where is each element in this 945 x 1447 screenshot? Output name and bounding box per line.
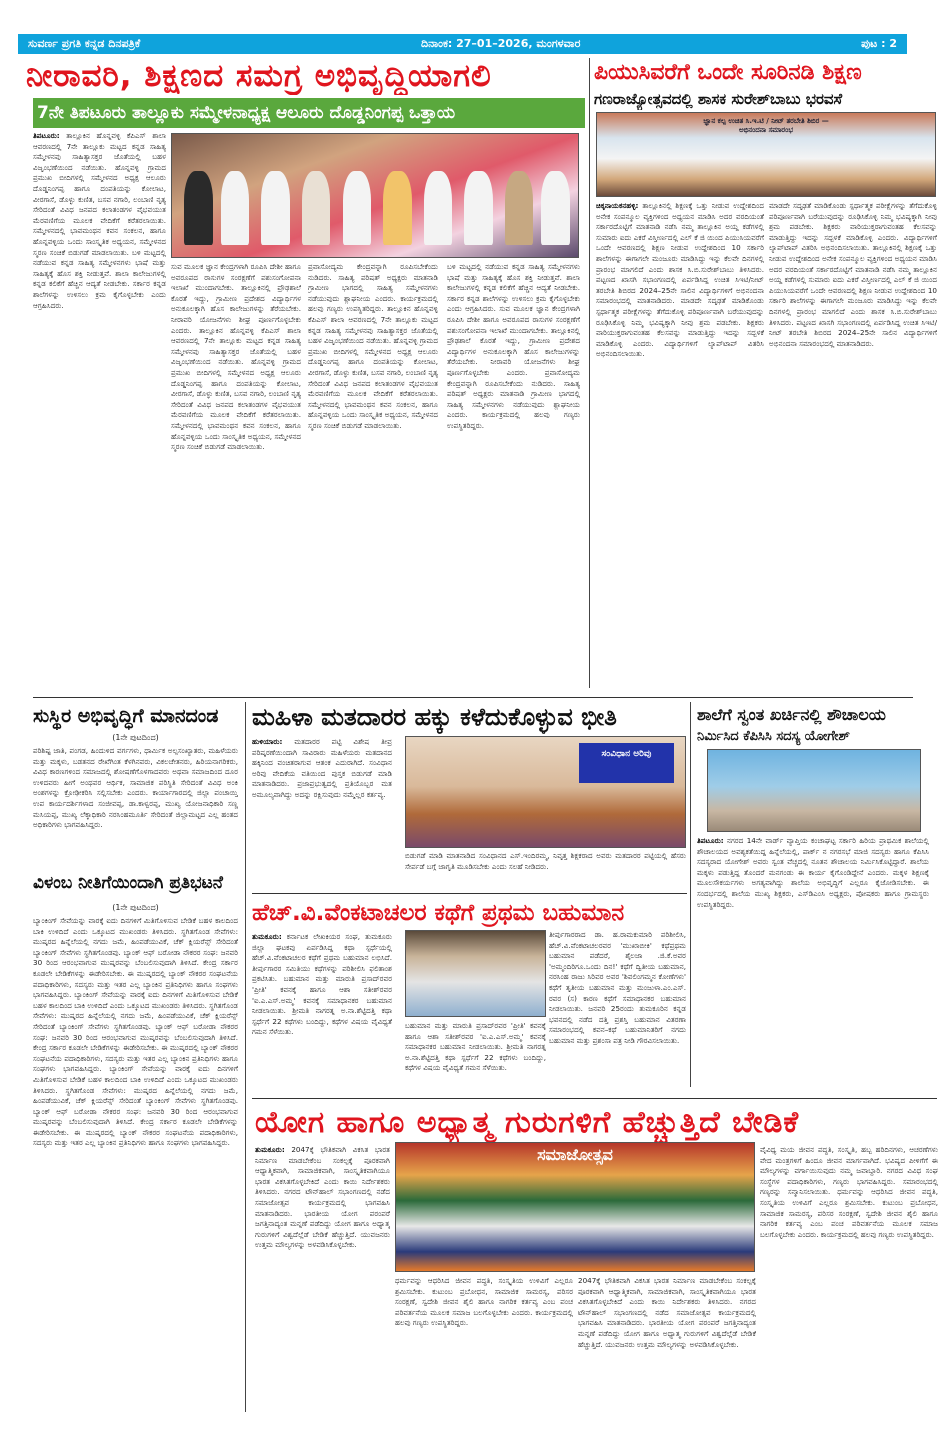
headline-standard: ಸುಸ್ಥಿರ ಅಭಿವೃದ್ಧಿಗೆ ಮಾನದಂಡ <box>33 705 219 727</box>
photo-banner-text: ಜ್ಞಾನ ಕಲ್ಪ ಉಚಿತ ಸಿ.ಇ.ಟಿ / ನೀಟ್ ತರಬೇತಿ ಶಿಬಿರ — ಅಭಿನಂದನಾ ಸಮಾರಂಭ <box>703 117 829 134</box>
article-award-col3: ತೀರ್ಪುಗಾರರಾದ ಡಾ. ಹ.ರಾಮಕುಮಾರಿ ಪರಿಶೀಲಿಸಿ, ಹೆಚ್.ವಿ.ವೆಂಕಟಾಚಲರವರ 'ಮುಖಾಬೀಕಿ' ಕಥೆಪ್ರಥಮ ಬಹುಮಾನ ಪಡೆದರೆ, ಶೈಲಜಾ .ಜಿ.ಕೆ.ಅವರ 'ಅಮ್ಮಂದಿರಿಗೂ.ಒಂದು ದಿನ!' ಕಥೆಗೆ ದ್ವಿತೀಯ ಬಹುಮಾನ, ನರಸಿಂಹ ರಾಜು ಸಿರಿವರ ಅವರ 'ಶಿವಲಿಂಗಮ್ಮನ ಕೋಣೆಗಳು' ಕಥೆಗೆ ತೃತೀಯ ಬಹುಮಾನ ಮತ್ತು ಮಂಜುಳಾ.ಎಂ.ಎಸ್. ರವರ (ಸ) ಕಾರಣ ಕಥೆಗೆ ಸಮಾಧಾನಕರ ಬಹುಮಾನ ನೀಡಲಾಯಿತು. ಜನವರಿ 25ರಂದು ತುಮಕೂರಿನ ಕನ್ನಡ ಭವನದಲ್ಲಿ ನಡೆದ ದತ್ತಿ ಪ್ರಶಸ್ತಿ ಬಹುಮಾನ ವಿತರಣಾ ಸಮಾರಂಭದಲ್ಲಿ ಕವನ–ಕಥೆ ಬಹುಮಾನಿತರಿಗೆ ನಗದು ಬಹುಮಾನ ಮತ್ತು ಪ್ರಶಂಸಾ ಪತ್ರ ನೀಡಿ ಗೌರವಿಸಲಾಯಿತು. <box>549 930 686 1045</box>
dateline: ತಿಪಟೂರು: <box>33 131 60 140</box>
article-puc-col2: ಮಾಡದೇ ಸದೃಢತೆ ಮಾಡಿಕೊಂಡು ಸ್ಪರ್ಧಾತ್ಮಕ ಪರೀಕ್ಷೆಗಳನ್ನು ತೆಗೆದುಕೊಳ್ಳಿ ಪರಿಪೂರ್ಣವಾಗಿ ಬರೆಯುವುದನ್ನು ರೂಢಿಸಿಕೊಳ್ಳಿ ನಿಮ್ಮ ಭವಿಷ್ಯಕ್ಕಾಗಿ ನೀವು ಶ್ರಮ ಪಡಬೇಕು. ಶಿಕ್ಷಕರು ವಾರಿಯುಕ್ತರಾಗುವಂತಹ ಕೆಲಸವನ್ನು ಮಾಡುತ್ತಿದ್ದು ಇದನ್ನು ಸದ್ಬಳಕೆ ಮಾಡಿಕೊಳ್ಳಿ ಎಂದರು. ವಿದ್ಯಾರ್ಥಿಗಳಿಗೆ ಲ್ಯಾಪ್‌ಟಾಪ್ ವಿತರಿಸಿ ಅಭಿನಂದಿಸಲಾಯಿತು. ತಾಲ್ಲೂಕಿನಲ್ಲಿ ಶಿಕ್ಷಣಕ್ಕೆ ಒತ್ತು ನೀಡುವ ಉದ್ದೇಶದಿಂದ ಅನೇಕ ಸಂಪನ್ಮೂಲ ವ್ಯಕ್ತಿಗಳಿಂದ ಅಧ್ಯಯನ ಮಾಡಿಸಿ ಅದರ ವರದಿಯಂತೆ ಸರ್ಕಾರದೊಟ್ಟಿಗೆ ಮಾತನಾಡಿ ನಡೆಸಿ ನಮ್ಮ ತಾಲ್ಲೂಕಿನ ಅಯ್ದ ಕಡೆಗಳಲ್ಲಿ ಸುಮಾರು ಐದು ಎಕರೆ ವಿಸ್ತೀರ್ಣದಲ್ಲಿ ಎಲ್ ಕೆ ಜಿ ಯಿಂದ ಪಿಯುಸಿಯವರೆಗೆ ಒಂದೇ ಆವರಣದಲ್ಲಿ ಶಿಕ್ಷಣ ನೀಡುವ ಉದ್ದೇಶದಿಂದ 10 ಸರ್ಕಾರಿ ಶಾಲೆಗಳನ್ನು ಈಗಾಗಲೇ ಮಂಜೂರು ಮಾಡಿಸಿದ್ದು ಇನ್ನು ಕೆಲವೇ ದಿನಗಳಲ್ಲಿ ಪ್ರಾರಂಭ ಮಾಗಲಿದೆ ಎಂದು ಶಾಸಕ ಸಿ.ಬಿ.ಸುರೇಶ್‌ಬಾಬು ತಿಳಿಸಿದರು. ಪಟ್ಟಣದ ಖಾಸಗಿ ಸಭಾಂಗಣದಲ್ಲಿ ಏರ್ಪಡಿಸಿದ್ದ ಉಚಿತ ಸಿಇಟಿ/ನೀಟ್ ತರಬೇತಿ ಶಿಬಿರದ 2024–25ನೇ ಸಾಲಿನ ವಿದ್ಯಾರ್ಥಿಗಳಿಗೆ ಅಭಿನಂದನಾ ಸಮಾರಂಭದಲ್ಲಿ ಮಾತನಾಡಿದರು. <box>769 201 937 348</box>
section-divider <box>252 893 687 894</box>
article-standard-body: ಪರಿಶಿಷ್ಟ ಜಾತಿ, ಪಂಗಡ, ಹಿಂದುಳಿದ ವರ್ಗಗಳು, ಧಾರ್ಮಿಕ ಅಲ್ಪಸಂಖ್ಯಾತರು, ಮಹಿಳೆಯರು ಮತ್ತು ಮಕ್ಕಳು, ಬಡತನದ ರೇಖೆಗಿಂತ ಕೆಳಗಿನವರು, ವಿಕಲಚೇತನರು, ಹಿರಿಯನಾಗರಿಕರು, ವಿವಿಧ ಕಾರಣಗಳಿಂದ ಸಮಾಜದಲ್ಲಿ ಶೋಷಣೆಗೊಳಗಾದವರು ಅಥವಾ ಸಮಾಜದಿಂದ ದೂರ ಉಳಿದವರು ಹೀಗೆ ಅಂಥವರ ಆರ್ಥಿಕ, ಸಾಮಾಜಿಕ ಪರಿಸ್ಥಿತಿ ಸೇರಿದಂತೆ ವಿವಿಧ ಅಂಕಿ ಅಂಶಗಳನ್ನು ಕ್ರೋಢೀಕರಿಸಿ ಸಲ್ಲಿಸಬೇಕು ಎಂದರು. ಕಾರ್ಯಾಗಾರದಲ್ಲಿ ಜಿಲ್ಲಾ ಪಂಚಾಯ್ತಿ ಉಪ ಕಾರ್ಯದರ್ಶಿಗಳಾದ ಸಂಜೀವಪ್ಪ, ಡಾ.ಕಾಳ್ವರಪ್ಪ, ಮುಖ್ಯ ಯೋಜನಾಧಿಕಾರಿ ಸಣ್ಣ ಮಸಿಯಪ್ಪ, ಮುಖ್ಯ ಲೆಕ್ಕಾಧಿಕಾರಿ ನರಸಿಂಹಮೂರ್ತಿ ಸೇರಿದಂತೆ ಜಿಲ್ಲಾಮಟ್ಟದ ಎಲ್ಲ ಹಂತದ ಅಧಿಕಾರಿಗಳು ಭಾಗವಹಿಸಿದ್ದರು. <box>33 746 238 830</box>
section-divider <box>252 1098 937 1099</box>
article-yoga-col4: ವೈವಿಧ್ಯ ಮಯ ಜೀವನ ಪದ್ಧತಿ, ಸಂಸ್ಕೃತಿ, ಹಬ್ಬ ಹರಿದಿನಗಳು, ಆಚರಣೆಗಳು ವೇದ ಮಂತ್ರಗಳಿಗೆ ಹಿಂದೂ ಜೀವನ ಮಾರ್ಗವಾಗಿದೆ. ಭವಿಷ್ಯದ ಪೀಳಿಗೆಗೆ ಈ ಮೌಲ್ಯಗಳನ್ನು ವರ್ಗಾಯಿಸುವುದು ನಮ್ಮ ಜವಾಬ್ದಾರಿ. ನಗರದ ವಿವಿಧ ಸಂಘ ಸಂಸ್ಥೆಗಳ ಪದಾಧಿಕಾರಿಗಳು, ಗಣ್ಯರು ಭಾಗವಹಿಸಿದ್ದರು. ಸಮಾರಂಭದಲ್ಲಿ ಗಣ್ಯರನ್ನು ಸನ್ಮಾನಿಸಲಾಯಿತು. ಧರ್ಮವನ್ನು ಆಧರಿಸಿದ ಜೀವನ ಪದ್ಧತಿ, ಸಂಸ್ಕೃತಿಯ ಉಳಿವಿಗೆ ಎಲ್ಲರೂ ಶ್ರಮಿಸಬೇಕು. ಕುಟುಂಬ ಪ್ರಬೋಧನ, ಸಾಮಾಜಿಕ ಸಾಮರಸ್ಯ, ಪರಿಸರ ಸಂರಕ್ಷಣೆ, ಸ್ವದೇಶಿ ಜೀವನ ಶೈಲಿ ಹಾಗೂ ನಾಗರಿಕ ಕರ್ತವ್ಯ ಎಂಬ ಪಂಚ ಪರಿವರ್ತನೆಯ ಮೂಲಕ ಸಮಾಜ ಬಲಗೊಳ್ಳಬೇಕು ಎಂದರು. ಕಾರ್ಯಕ್ರಮದಲ್ಲಿ ಹಲವು ಗಣ್ಯರು ಉಪಸ್ಥಿತರಿದ್ದರು. <box>760 1145 938 1239</box>
photo-book-release <box>405 736 686 848</box>
article-women-voters-col1: ಹುಳಿಯಾರು: ಮತದಾರರ ಪಟ್ಟಿ ವಿಶೇಷ ತೀವ್ರ ಪರಿಷ್ಕರಣೆಯಿಂದಾಗಿ ಸಾವಿರಾರು ಮಹಿಳೆಯರು ಮತದಾನದ ಹಕ್ಕಿನಿಂದ ವಂಚಿತರಾಗುವ ಆತಂಕ ಎದುರಾಗಿದೆ. ಸಂವಿಧಾನ ಅರಿವು ವೇದಿಕೆಯ ವತಿಯಿಂದ ಪುಸ್ತಕ ಬಿಡುಗಡೆ ಮಾಡಿ ಮಾತನಾಡಿದರು. ಪ್ರಜಾಪ್ರಭುತ್ವದಲ್ಲಿ ಪ್ರತಿಯೊಬ್ಬರ ಮತ ಅಮೂಲ್ಯವಾಗಿದ್ದು ಅದನ್ನು ರಕ್ಷಿಸುವುದು ನಮ್ಮೆಲ್ಲರ ಕರ್ತವ್ಯ. <box>252 737 392 799</box>
article-irrigation-col2: ಸುವ ಮೂಲಕ ಜ್ಞಾನ ಕೇಂದ್ರಗಳಾಗಿ ರೂಪಿಸಿ ದೇಶೀ ಹಾಗೂ ಅವರೂಪದ ರಾಸುಗಳ ಸಂರಕ್ಷಣೆಗೆ ಪಶುಸಂಗೋಪನಾ ಇಲಾಖೆ ಮುಂದಾಗಬೇಕು. ತಾಲ್ಲೂಕಿನಲ್ಲಿ ಪ್ರೌಢಶಾಲೆ ಕೊರತೆ ಇದ್ದು, ಗ್ರಾಮೀಣ ಪ್ರದೇಶದ ವಿದ್ಯಾರ್ಥಿಗಳ ಅನುಕೂಲಕ್ಕಾಗಿ ಹೊಸ ಕಾಲೇಜುಗಳನ್ನು ತೆರೆಯಬೇಕು. ನೀರಾವರಿ ಯೋಜನೆಗಳು ಶೀಘ್ರ ಪೂರ್ಣಗೊಳ್ಳಬೇಕು ಎಂದರು. ತಾಲ್ಲೂಕಿನ ಹೊನ್ನವಳ್ಳಿ ಕೆಪಿಎಸ್ ಶಾಲಾ ಆವರಣದಲ್ಲಿ 7ನೇ ತಾಲ್ಲೂಕು ಮಟ್ಟದ ಕನ್ನಡ ಸಾಹಿತ್ಯ ಸಮ್ಮೇಳನವು ಸಾಹಿತ್ಯಾಸಕ್ತರ ಜೊತೆಯಲ್ಲಿ ಬಹಳ ವಿಜೃಂಭಣೆಯಿಂದ ನಡೆಯಿತು. ಹೊನ್ನವಳ್ಳಿ ಗ್ರಾಮದ ಪ್ರಮುಖ ಬೀದಿಗಳಲ್ಲಿ ಸಮ್ಮೇಳನದ ಅಧ್ಯಕ್ಷ ಆಲೂರು ದೊಡ್ಡನಿಂಗಪ್ಪ ಹಾಗೂ ದಂಪತಿಯನ್ನು ಕೋಲಾಟ, ವೀರಗಾಸೆ, ಡೊಳ್ಳು ಕುಣಿತ, ಬಸವ ನಗಾರಿ, ಲಂಬಾಣಿ ನೃತ್ಯ ಸೇರಿದಂತೆ ವಿವಿಧ ಜನಪದ ಕಲಾತಂಡಗಳ ವೈಭವಯುತ ಮೆರವಣಿಗೆಯ ಮೂಲಕ ವೇದಿಕೆಗೆ ಕರೆತರಲಾಯಿತು. ಸಮ್ಮೇಳನದಲ್ಲಿ ಭಾವಮಂಥನ ಕವನ ಸಂಕಲನ, ಹಾಗೂ ಹೊನ್ನವಳ್ಳಿಯ ಒಂದು ಸಾಂಸ್ಕೃತಿಕ ಅಧ್ಯಯನ, ಸಮ್ಮೇಳನದ ಸ್ಮರಣ ಸಂಚಿಕೆ ಬಿಡುಗಡೆ ಮಾಡಲಾಯಿತು. <box>171 262 301 452</box>
dateline: ಹುಳಿಯಾರು: <box>252 737 283 746</box>
banner-text: ಸಂವಿಧಾನ ಅರಿವು <box>579 743 674 783</box>
subhead-puc: ಗಣರಾಜ್ಯೋತ್ಸವದಲ್ಲಿ ಶಾಸಕ ಸುರೇಶ್‌ಬಾಬು ಭರವಸೆ <box>594 90 843 108</box>
column-divider <box>245 702 246 1412</box>
headline-women-voters: ಮಹಿಳಾ ಮತದಾರರ ಹಕ್ಕು ಕಳೆದುಕೊಳ್ಳುವ ಭೀತಿ <box>252 703 617 731</box>
page-number: ಪುಟ : 2 <box>861 37 897 50</box>
headline-yoga: ಯೋಗ ಹಾಗೂ ಅಧ್ಯಾತ್ಮ ಗುರುಗಳಿಗೆ ಹೆಚ್ಚುತ್ತಿದೆ ಬೇಡಿಕೆ <box>255 1105 800 1140</box>
article-yoga-col2: ಧರ್ಮವನ್ನು ಆಧರಿಸಿದ ಜೀವನ ಪದ್ಧತಿ, ಸಂಸ್ಕೃತಿಯ ಉಳಿವಿಗೆ ಎಲ್ಲರೂ ಶ್ರಮಿಸಬೇಕು. ಕುಟುಂಬ ಪ್ರಬೋಧನ, ಸಾಮಾಜಿಕ ಸಾಮರಸ್ಯ, ಪರಿಸರ ಸಂರಕ್ಷಣೆ, ಸ್ವದೇಶಿ ಜೀವನ ಶೈಲಿ ಹಾಗೂ ನಾಗರಿಕ ಕರ್ತವ್ಯ ಎಂಬ ಪಂಚ ಪರಿವರ್ತನೆಯ ಮೂಲಕ ಸಮಾಜ ಬಲಗೊಳ್ಳಬೇಕು ಎಂದರು. ಕಾರ್ಯಕ್ರಮದಲ್ಲಿ ಹಲವು ಗಣ್ಯರು ಉಪಸ್ಥಿತರಿದ್ದರು. <box>395 1276 573 1328</box>
dateline: ತುಮಕೂರು: <box>255 1145 285 1154</box>
photo-students-felicitation <box>596 112 936 197</box>
subhead-toilet: ನಿರ್ಮಿಸಿದ ಕೆಪಿಸಿಸಿ ಸದಸ್ಯ ಯೋಗೇಶ್ <box>697 729 850 744</box>
article-irrigation-col3: ಪ್ರವಾಸೋದ್ಯಮ ಕೇಂದ್ರವನ್ನಾಗಿ ರೂಪಿಸಬೇಕೆಂದು ನುಡಿದರು. ಸಾಹಿತ್ಯ ಪರಿಷತ್ ಅಧ್ಯಕ್ಷರು ಮಾತನಾಡಿ ಗ್ರಾಮೀಣ ಭಾಗದಲ್ಲಿ ಸಾಹಿತ್ಯ ಸಮ್ಮೇಳನಗಳು ನಡೆಯುವುದು ಶ್ಲಾಘನೀಯ ಎಂದರು. ಕಾರ್ಯಕ್ರಮದಲ್ಲಿ ಹಲವು ಗಣ್ಯರು ಉಪಸ್ಥಿತರಿದ್ದರು. ತಾಲ್ಲೂಕಿನ ಹೊನ್ನವಳ್ಳಿ ಕೆಪಿಎಸ್ ಶಾಲಾ ಆವರಣದಲ್ಲಿ 7ನೇ ತಾಲ್ಲೂಕು ಮಟ್ಟದ ಕನ್ನಡ ಸಾಹಿತ್ಯ ಸಮ್ಮೇಳನವು ಸಾಹಿತ್ಯಾಸಕ್ತರ ಜೊತೆಯಲ್ಲಿ ಬಹಳ ವಿಜೃಂಭಣೆಯಿಂದ ನಡೆಯಿತು. ಹೊನ್ನವಳ್ಳಿ ಗ್ರಾಮದ ಪ್ರಮುಖ ಬೀದಿಗಳಲ್ಲಿ ಸಮ್ಮೇಳನದ ಅಧ್ಯಕ್ಷ ಆಲೂರು ದೊಡ್ಡನಿಂಗಪ್ಪ ಹಾಗೂ ದಂಪತಿಯನ್ನು ಕೋಲಾಟ, ವೀರಗಾಸೆ, ಡೊಳ್ಳು ಕುಣಿತ, ಬಸವ ನಗಾರಿ, ಲಂಬಾಣಿ ನೃತ್ಯ ಸೇರಿದಂತೆ ವಿವಿಧ ಜನಪದ ಕಲಾತಂಡಗಳ ವೈಭವಯುತ ಮೆರವಣಿಗೆಯ ಮೂಲಕ ವೇದಿಕೆಗೆ ಕರೆತರಲಾಯಿತು. ಸಮ್ಮೇಳನದಲ್ಲಿ ಭಾವಮಂಥನ ಕವನ ಸಂಕಲನ, ಹಾಗೂ ಹೊನ್ನವಳ್ಳಿಯ ಒಂದು ಸಾಂಸ್ಕೃತಿಕ ಅಧ್ಯಯನ, ಸಮ್ಮೇಳನದ ಸ್ಮರಣ ಸಂಚಿಕೆ ಬಿಡುಗಡೆ ಮಾಡಲಾಯಿತು. <box>308 262 438 430</box>
headline-protest: ವಿಳಂಬ ನೀತಿಗೆಯಿಂದಾಗಿ ಪ್ರತಿಭಟನೆ <box>33 873 223 893</box>
dateline: ತುಮಕೂರು: <box>252 932 282 941</box>
column-divider <box>589 58 590 688</box>
masthead-bar <box>18 34 907 54</box>
article-irrigation-col1: ತಿಪಟೂರು: ತಾಲ್ಲೂಕಿನ ಹೊನ್ನವಳ್ಳಿ ಕೆಪಿಎಸ್ ಶಾಲಾ ಆವರಣದಲ್ಲಿ 7ನೇ ತಾಲ್ಲೂಕು ಮಟ್ಟದ ಕನ್ನಡ ಸಾಹಿತ್ಯ ಸಮ್ಮೇಳನವು ಸಾಹಿತ್ಯಾಸಕ್ತರ ಜೊತೆಯಲ್ಲಿ ಬಹಳ ವಿಜೃಂಭಣೆಯಿಂದ ನಡೆಯಿತು. ಹೊನ್ನವಳ್ಳಿ ಗ್ರಾಮದ ಪ್ರಮುಖ ಬೀದಿಗಳಲ್ಲಿ ಸಮ್ಮೇಳನದ ಅಧ್ಯಕ್ಷ ಆಲೂರು ದೊಡ್ಡನಿಂಗಪ್ಪ ಹಾಗೂ ದಂಪತಿಯನ್ನು ಕೋಲಾಟ, ವೀರಗಾಸೆ, ಡೊಳ್ಳು ಕುಣಿತ, ಬಸವ ನಗಾರಿ, ಲಂಬಾಣಿ ನೃತ್ಯ ಸೇರಿದಂತೆ ವಿವಿಧ ಜನಪದ ಕಲಾತಂಡಗಳ ವೈಭವಯುತ ಮೆರವಣಿಗೆಯ ಮೂಲಕ ವೇದಿಕೆಗೆ ಕರೆತರಲಾಯಿತು. ಸಮ್ಮೇಳನದಲ್ಲಿ ಭಾವಮಂಥನ ಕವನ ಸಂಕಲನ, ಹಾಗೂ ಹೊನ್ನವಳ್ಳಿಯ ಒಂದು ಸಾಂಸ್ಕೃತಿಕ ಅಧ್ಯಯನ, ಸಮ್ಮೇಳನದ ಸ್ಮರಣ ಸಂಚಿಕೆ ಬಿಡುಗಡೆ ಮಾಡಲಾಯಿತು. ಬಳಿ ಮಟ್ಟದಲ್ಲಿ ನಡೆಯುವ ಕನ್ನಡ ಸಾಹಿತ್ಯ ಸಮ್ಮೇಳನಗಳು ಭಾಷೆ ಮತ್ತು ಸಾಹಿತ್ಯಕ್ಕೆ ಹೊಸ ಶಕ್ತಿ ನೀಡುತ್ತವೆ. ಶಾಲಾ ಕಾಲೇಜುಗಳಲ್ಲಿ ಕನ್ನಡ ಕಲಿಕೆಗೆ ಹೆಚ್ಚಿನ ಆದ್ಯತೆ ನೀಡಬೇಕು. ಸರ್ಕಾರ ಕನ್ನಡ ಶಾಲೆಗಳನ್ನು ಉಳಿಸಲು ಕ್ರಮ ಕೈಗೊಳ್ಳಬೇಕು ಎಂದು ಆಗ್ರಹಿಸಿದರು. <box>33 131 166 310</box>
photo-sammelana-inauguration <box>171 133 579 258</box>
photo-banner-text: ಸಮಾಜೋತ್ಸವ <box>537 1145 613 1164</box>
dateline: ಚಿಕ್ಕನಾಯಕನಹಳ್ಳಿ: <box>596 201 639 210</box>
article-award-col1: ತುಮಕೂರು: ಕರ್ನಾಟಕ ಲೇಖಕಿಯರ ಸಂಘ, ತುಮಕೂರು ಜಿಲ್ಲಾ ಘಟಕವು ಏರ್ಪಡಿಸಿದ್ದ ಕಥಾ ಸ್ಪರ್ಧೆಯಲ್ಲಿ ಹೆಚ್.ವಿ.ವೆಂಕಟಾಚಲರ ಕಥೆಗೆ ಪ್ರಥಮ ಬಹುಮಾನ ಲಭಿಸಿದೆ. ತೀರ್ಪುಗಾರರ ಸಮಿತಿಯು ಕಥೆಗಳನ್ನು ಪರಿಶೀಲಿಸಿ ಫಲಿತಾಂಶ ಪ್ರಕಟಿಸಿತು. ಬಹುಮಾನ ಮತ್ತು ಮಾರುತಿ ಪ್ರಸಾದ್‌ರವರ 'ಪ್ರೀತಿ' ಕವನಕ್ಕೆ ಹಾಗೂ ಆಶಾ ಸತೀಶ್‌ರವರ 'ಐ.ಎ.ಎಸ್.ಅಮ್ಮ' ಕವನಕ್ಕೆ ಸಮಾಧಾನಕರ ಬಹುಮಾನ ನೀಡಲಾಯಿತು. ಶ್ರೀಮತಿ ನಾಗರತ್ನ ಅ.ನಾ.ಶೆಟ್ಟಿದತ್ತಿ ಕಥಾ ಸ್ಪರ್ಧೆಗೆ 22 ಕಥೆಗಳು ಬಂದಿದ್ದು, ಕಥೆಗಳ ವಿಷಯ ವೈವಿಧ್ಯತೆ ಗಮನ ಸೆಳೆಯಿತು. <box>252 932 392 1037</box>
section-divider <box>33 697 913 698</box>
photo-award-winners <box>405 930 546 1017</box>
article-yoga-col1: ತುಮಕೂರು: 2047ಕ್ಕೆ ಭೌತಿಕವಾಗಿ ವಿಕಸಿತ ಭಾರತ ನಿರ್ಮಾಣ ಮಾಡಬೇಕೆಂಬ ಸಂಕಲ್ಪಕ್ಕೆ ಪೂರಕವಾಗಿ ಆಧ್ಯಾತ್ಮಿಕವಾಗಿ, ಸಾಮಾಜಿಕವಾಗಿ, ಸಾಂಸ್ಕೃತಿಕವಾಗಿಯೂ ಭಾರತ ವಿಕಸಿತಗೊಳ್ಳಬೇಕಿದೆ ಎಂದು ಕಾಯಿ ನಿರ್ದೇಶಕರು ತಿಳಿಸಿದರು. ನಗರದ ಟೌನ್‌ಹಾಲ್ ಸಭಾಂಗಣದಲ್ಲಿ ನಡೆದ ಸಮಾಜೋತ್ಸವ ಕಾರ್ಯಕ್ರಮದಲ್ಲಿ ಭಾಗವಹಿಸಿ ಮಾತನಾಡಿದರು. ಭಾರತೀಯ ಯೋಗ ಪರಂಪರೆ ಜಗತ್ತಿನಾದ್ಯಂತ ಮನ್ನಣೆ ಪಡೆದಿದ್ದು ಯೋಗ ಹಾಗೂ ಅಧ್ಯಾತ್ಮ ಗುರುಗಳಿಗೆ ವಿಶ್ವದೆಲ್ಲೆಡೆ ಬೇಡಿಕೆ ಹೆಚ್ಚುತ್ತಿದೆ. ಯುವಜನರು ಉತ್ತಮ ಮೌಲ್ಯಗಳನ್ನು ಅಳವಡಿಸಿಕೊಳ್ಳಬೇಕು. <box>255 1145 390 1250</box>
headline-toilet: ಶಾಲೆಗೆ ಸ್ವಂತ ಖರ್ಚಿನಲ್ಲಿ ಶೌಚಾಲಯ <box>697 705 886 724</box>
article-protest-body: ಬ್ಯಾಂಕಿಂಗ್ ಸೇವೆಯನ್ನು ವಾರಕ್ಕೆ ಐದು ದಿನಗಳಿಗೆ ಮಿತಿಗೊಳಿಸುವ ಬೇಡಿಕೆ ಬಹಳ ಕಾಲದಿಂದ ಬಾಕಿ ಉಳಿದಿದೆ ಎಂದು ಒಕ್ಕೂಟದ ಮುಖಂಡರು ತಿಳಿಸಿದರು. ಸ್ಥಗಿತಗೊಂಡ ಸೇವೆಗಳು: ಮುಷ್ಕರದ ಹಿನ್ನೆಲೆಯಲ್ಲಿ ನಗದು ಜಮೆ, ಹಿಂಪಡೆಯುವಿಕೆ, ಚೆಕ್ ಕ್ಲಿಯರೆನ್ಸ್ ಸೇರಿದಂತೆ ಬ್ಯಾಂಕಿಂಗ್ ಸೇವೆಗಳು ಸ್ಥಗಿತಗೊಂಡವು. ಬ್ಯಾಂಕ್ ಆಫ್ ಬರೋಡಾ ನೌಕರರ ಸಂಘ: ಜನವರಿ 30 ರಿಂದ ಆರಂಭವಾಗುವ ಮುಷ್ಕರವನ್ನು ಬೆಂಬಲಿಸುವುದಾಗಿ ತಿಳಿಸಿದೆ. ಕೇಂದ್ರ ಸರ್ಕಾರ ಕೂಡಲೇ ಬೇಡಿಕೆಗಳನ್ನು ಈಡೇರಿಸಬೇಕು. ಈ ಮುಷ್ಕರದಲ್ಲಿ ಬ್ಯಾಂಕ್ ನೌಕರರ ಸಂಘಟನೆಯ ಪದಾಧಿಕಾರಿಗಳು, ಸದಸ್ಯರು ಮತ್ತು ಇತರ ಎಲ್ಲ ಬ್ಯಾಂಕಿನ ಪ್ರತಿನಿಧಿಗಳು ಹಾಗೂ ಸಂಘಗಳು ಭಾಗವಹಿಸಿದ್ದರು. ಬ್ಯಾಂಕಿಂಗ್ ಸೇವೆಯನ್ನು ವಾರಕ್ಕೆ ಐದು ದಿನಗಳಿಗೆ ಮಿತಿಗೊಳಿಸುವ ಬೇಡಿಕೆ ಬಹಳ ಕಾಲದಿಂದ ಬಾಕಿ ಉಳಿದಿದೆ ಎಂದು ಒಕ್ಕೂಟದ ಮುಖಂಡರು ತಿಳಿಸಿದರು. ಸ್ಥಗಿತಗೊಂಡ ಸೇವೆಗಳು: ಮುಷ್ಕರದ ಹಿನ್ನೆಲೆಯಲ್ಲಿ ನಗದು ಜಮೆ, ಹಿಂಪಡೆಯುವಿಕೆ, ಚೆಕ್ ಕ್ಲಿಯರೆನ್ಸ್ ಸೇರಿದಂತೆ ಬ್ಯಾಂಕಿಂಗ್ ಸೇವೆಗಳು ಸ್ಥಗಿತಗೊಂಡವು. ಬ್ಯಾಂಕ್ ಆಫ್ ಬರೋಡಾ ನೌಕರರ ಸಂಘ: ಜನವರಿ 30 ರಿಂದ ಆರಂಭವಾಗುವ ಮುಷ್ಕರವನ್ನು ಬೆಂಬಲಿಸುವುದಾಗಿ ತಿಳಿಸಿದೆ. ಕೇಂದ್ರ ಸರ್ಕಾರ ಕೂಡಲೇ ಬೇಡಿಕೆಗಳನ್ನು ಈಡೇರಿಸಬೇಕು. ಈ ಮುಷ್ಕರದಲ್ಲಿ ಬ್ಯಾಂಕ್ ನೌಕರರ ಸಂಘಟನೆಯ ಪದಾಧಿಕಾರಿಗಳು, ಸದಸ್ಯರು ಮತ್ತು ಇತರ ಎಲ್ಲ ಬ್ಯಾಂಕಿನ ಪ್ರತಿನಿಧಿಗಳು ಹಾಗೂ ಸಂಘಗಳು ಭಾಗವಹಿಸಿದ್ದರು. ಬ್ಯಾಂಕಿಂಗ್ ಸೇವೆಯನ್ನು ವಾರಕ್ಕೆ ಐದು ದಿನಗಳಿಗೆ ಮಿತಿಗೊಳಿಸುವ ಬೇಡಿಕೆ ಬಹಳ ಕಾಲದಿಂದ ಬಾಕಿ ಉಳಿದಿದೆ ಎಂದು ಒಕ್ಕೂಟದ ಮುಖಂಡರು ತಿಳಿಸಿದರು. ಸ್ಥಗಿತಗೊಂಡ ಸೇವೆಗಳು: ಮುಷ್ಕರದ ಹಿನ್ನೆಲೆಯಲ್ಲಿ ನಗದು ಜಮೆ, ಹಿಂಪಡೆಯುವಿಕೆ, ಚೆಕ್ ಕ್ಲಿಯರೆನ್ಸ್ ಸೇರಿದಂತೆ ಬ್ಯಾಂಕಿಂಗ್ ಸೇವೆಗಳು ಸ್ಥಗಿತಗೊಂಡವು. ಬ್ಯಾಂಕ್ ಆಫ್ ಬರೋಡಾ ನೌಕರರ ಸಂಘ: ಜನವರಿ 30 ರಿಂದ ಆರಂಭವಾಗುವ ಮುಷ್ಕರವನ್ನು ಬೆಂಬಲಿಸುವುದಾಗಿ ತಿಳಿಸಿದೆ. ಕೇಂದ್ರ ಸರ್ಕಾರ ಕೂಡಲೇ ಬೇಡಿಕೆಗಳನ್ನು ಈಡೇರಿಸಬೇಕು. ಈ ಮುಷ್ಕರದಲ್ಲಿ ಬ್ಯಾಂಕ್ ನೌಕರರ ಸಂಘಟನೆಯ ಪದಾಧಿಕಾರಿಗಳು, ಸದಸ್ಯರು ಮತ್ತು ಇತರ ಎಲ್ಲ ಬ್ಯಾಂಕಿನ ಪ್ರತಿನಿಧಿಗಳು ಹಾಗೂ ಸಂಘಗಳು ಭಾಗವಹಿಸಿದ್ದರು. <box>33 916 238 1148</box>
paper-name: ಸುವರ್ಣ ಪ್ರಗತಿ ಕನ್ನಡ ದಿನಪತ್ರಿಕೆ <box>28 37 141 50</box>
headline-irrigation: ನೀರಾವರಿ, ಶಿಕ್ಷಣದ ಸಮಗ್ರ ಅಭಿವೃದ್ಧಿಯಾಗಲಿ <box>26 58 492 94</box>
photo-toilet-handover <box>707 749 921 832</box>
article-women-voters-caption: ಬಿಡುಗಡೆ ಮಾಡಿ ಮಾತನಾಡಿದ ಸಂವಿಧಾನದ ಎಸ್.ಇಂದಿರಮ್ಮ, ನಿವೃತ್ತ ಶಿಕ್ಷಕರಾದ ಅವರು ಮತದಾರರ ಪಟ್ಟಿಯಲ್ಲಿ ಹೆಸರು ಸೇರ್ಪಡೆ ಬಗ್ಗೆ ಜಾಗೃತಿ ಮೂಡಿಸಬೇಕು ಎಂದು ಸಲಹೆ ನೀಡಿದರು. <box>405 851 686 871</box>
continued-note: (1ನೇ ಪುಟದಿಂದ) <box>112 903 159 912</box>
column-divider <box>690 702 691 1087</box>
photo-samajotsava <box>395 1142 755 1272</box>
issue-date: ದಿನಾಂಕ: 27–01–2026, ಮಂಗಳವಾರ <box>420 37 581 50</box>
subhead-irrigation: 7ನೇ ತಿಪಟೂರು ತಾಲ್ಲೂಕು ಸಮ್ಮೇಳನಾಧ್ಯಕ್ಷ ಆಲೂರು ದೊಡ್ಡನಿಂಗಪ್ಪ ಒತ್ತಾಯ <box>33 98 585 128</box>
article-yoga-col3: 2047ಕ್ಕೆ ಭೌತಿಕವಾಗಿ ವಿಕಸಿತ ಭಾರತ ನಿರ್ಮಾಣ ಮಾಡಬೇಕೆಂಬ ಸಂಕಲ್ಪಕ್ಕೆ ಪೂರಕವಾಗಿ ಆಧ್ಯಾತ್ಮಿಕವಾಗಿ, ಸಾಮಾಜಿಕವಾಗಿ, ಸಾಂಸ್ಕೃತಿಕವಾಗಿಯೂ ಭಾರತ ವಿಕಸಿತಗೊಳ್ಳಬೇಕಿದೆ ಎಂದು ಕಾಯಿ ನಿರ್ದೇಶಕರು ತಿಳಿಸಿದರು. ನಗರದ ಟೌನ್‌ಹಾಲ್ ಸಭಾಂಗಣದಲ್ಲಿ ನಡೆದ ಸಮಾಜೋತ್ಸವ ಕಾರ್ಯಕ್ರಮದಲ್ಲಿ ಭಾಗವಹಿಸಿ ಮಾತನಾಡಿದರು. ಭಾರತೀಯ ಯೋಗ ಪರಂಪರೆ ಜಗತ್ತಿನಾದ್ಯಂತ ಮನ್ನಣೆ ಪಡೆದಿದ್ದು ಯೋಗ ಹಾಗೂ ಅಧ್ಯಾತ್ಮ ಗುರುಗಳಿಗೆ ವಿಶ್ವದೆಲ್ಲೆಡೆ ಬೇಡಿಕೆ ಹೆಚ್ಚುತ್ತಿದೆ. ಯುವಜನರು ಉತ್ತಮ ಮೌಲ್ಯಗಳನ್ನು ಅಳವಡಿಸಿಕೊಳ್ಳಬೇಕು. <box>578 1276 756 1349</box>
headline-puc: ಪಿಯುಸಿವರೆಗೆ ಒಂದೇ ಸೂರಿನಡಿ ಶಿಕ್ಷಣ <box>594 60 862 85</box>
headline-award: ಹೆಚ್.ವಿ.ವೆಂಕಟಾಚಲರ ಕಥೆಗೆ ಪ್ರಥಮ ಬಹುಮಾನ <box>252 900 625 926</box>
dateline: ತಿಪಟೂರು: <box>697 836 724 845</box>
article-puc-col1: ಚಿಕ್ಕನಾಯಕನಹಳ್ಳಿ: ತಾಲ್ಲೂಕಿನಲ್ಲಿ ಶಿಕ್ಷಣಕ್ಕೆ ಒತ್ತು ನೀಡುವ ಉದ್ದೇಶದಿಂದ ಅನೇಕ ಸಂಪನ್ಮೂಲ ವ್ಯಕ್ತಿಗಳಿಂದ ಅಧ್ಯಯನ ಮಾಡಿಸಿ ಅದರ ವರದಿಯಂತೆ ಸರ್ಕಾರದೊಟ್ಟಿಗೆ ಮಾತನಾಡಿ ನಡೆಸಿ ನಮ್ಮ ತಾಲ್ಲೂಕಿನ ಅಯ್ದ ಕಡೆಗಳಲ್ಲಿ ಸುಮಾರು ಐದು ಎಕರೆ ವಿಸ್ತೀರ್ಣದಲ್ಲಿ ಎಲ್ ಕೆ ಜಿ ಯಿಂದ ಪಿಯುಸಿಯವರೆಗೆ ಒಂದೇ ಆವರಣದಲ್ಲಿ ಶಿಕ್ಷಣ ನೀಡುವ ಉದ್ದೇಶದಿಂದ 10 ಸರ್ಕಾರಿ ಶಾಲೆಗಳನ್ನು ಈಗಾಗಲೇ ಮಂಜೂರು ಮಾಡಿಸಿದ್ದು ಇನ್ನು ಕೆಲವೇ ದಿನಗಳಲ್ಲಿ ಪ್ರಾರಂಭ ಮಾಗಲಿದೆ ಎಂದು ಶಾಸಕ ಸಿ.ಬಿ.ಸುರೇಶ್‌ಬಾಬು ತಿಳಿಸಿದರು. ಪಟ್ಟಣದ ಖಾಸಗಿ ಸಭಾಂಗಣದಲ್ಲಿ ಏರ್ಪಡಿಸಿದ್ದ ಉಚಿತ ಸಿಇಟಿ/ನೀಟ್ ತರಬೇತಿ ಶಿಬಿರದ 2024–25ನೇ ಸಾಲಿನ ವಿದ್ಯಾರ್ಥಿಗಳಿಗೆ ಅಭಿನಂದನಾ ಸಮಾರಂಭದಲ್ಲಿ ಮಾತನಾಡಿದರು. ಮಾಡದೇ ಸದೃಢತೆ ಮಾಡಿಕೊಂಡು ಸ್ಪರ್ಧಾತ್ಮಕ ಪರೀಕ್ಷೆಗಳನ್ನು ತೆಗೆದುಕೊಳ್ಳಿ ಪರಿಪೂರ್ಣವಾಗಿ ಬರೆಯುವುದನ್ನು ರೂಢಿಸಿಕೊಳ್ಳಿ ನಿಮ್ಮ ಭವಿಷ್ಯಕ್ಕಾಗಿ ನೀವು ಶ್ರಮ ಪಡಬೇಕು. ಶಿಕ್ಷಕರು ವಾರಿಯುಕ್ತರಾಗುವಂತಹ ಕೆಲಸವನ್ನು ಮಾಡುತ್ತಿದ್ದು ಇದನ್ನು ಸದ್ಬಳಕೆ ಮಾಡಿಕೊಳ್ಳಿ ಎಂದರು. ವಿದ್ಯಾರ್ಥಿಗಳಿಗೆ ಲ್ಯಾಪ್‌ಟಾಪ್ ವಿತರಿಸಿ ಅಭಿನಂದಿಸಲಾಯಿತು. <box>596 201 764 359</box>
article-irrigation-col4: ಬಳಿ ಮಟ್ಟದಲ್ಲಿ ನಡೆಯುವ ಕನ್ನಡ ಸಾಹಿತ್ಯ ಸಮ್ಮೇಳನಗಳು ಭಾಷೆ ಮತ್ತು ಸಾಹಿತ್ಯಕ್ಕೆ ಹೊಸ ಶಕ್ತಿ ನೀಡುತ್ತವೆ. ಶಾಲಾ ಕಾಲೇಜುಗಳಲ್ಲಿ ಕನ್ನಡ ಕಲಿಕೆಗೆ ಹೆಚ್ಚಿನ ಆದ್ಯತೆ ನೀಡಬೇಕು. ಸರ್ಕಾರ ಕನ್ನಡ ಶಾಲೆಗಳನ್ನು ಉಳಿಸಲು ಕ್ರಮ ಕೈಗೊಳ್ಳಬೇಕು ಎಂದು ಆಗ್ರಹಿಸಿದರು. ಸುವ ಮೂಲಕ ಜ್ಞಾನ ಕೇಂದ್ರಗಳಾಗಿ ರೂಪಿಸಿ ದೇಶೀ ಹಾಗೂ ಅವರೂಪದ ರಾಸುಗಳ ಸಂರಕ್ಷಣೆಗೆ ಪಶುಸಂಗೋಪನಾ ಇಲಾಖೆ ಮುಂದಾಗಬೇಕು. ತಾಲ್ಲೂಕಿನಲ್ಲಿ ಪ್ರೌಢಶಾಲೆ ಕೊರತೆ ಇದ್ದು, ಗ್ರಾಮೀಣ ಪ್ರದೇಶದ ವಿದ್ಯಾರ್ಥಿಗಳ ಅನುಕೂಲಕ್ಕಾಗಿ ಹೊಸ ಕಾಲೇಜುಗಳನ್ನು ತೆರೆಯಬೇಕು. ನೀರಾವರಿ ಯೋಜನೆಗಳು ಶೀಘ್ರ ಪೂರ್ಣಗೊಳ್ಳಬೇಕು ಎಂದರು. ಪ್ರವಾಸೋದ್ಯಮ ಕೇಂದ್ರವನ್ನಾಗಿ ರೂಪಿಸಬೇಕೆಂದು ನುಡಿದರು. ಸಾಹಿತ್ಯ ಪರಿಷತ್ ಅಧ್ಯಕ್ಷರು ಮಾತನಾಡಿ ಗ್ರಾಮೀಣ ಭಾಗದಲ್ಲಿ ಸಾಹಿತ್ಯ ಸಮ್ಮೇಳನಗಳು ನಡೆಯುವುದು ಶ್ಲಾಘನೀಯ ಎಂದರು. ಕಾರ್ಯಕ್ರಮದಲ್ಲಿ ಹಲವು ಗಣ್ಯರು ಉಪಸ್ಥಿತರಿದ್ದರು. <box>447 262 580 430</box>
article-toilet-body: ತಿಪಟೂರು: ನಗರದ 14ನೇ ವಾರ್ಡ್ ವ್ಯಾಪ್ತಿಯ ಕಂಚಾಘಟ್ಟ ಸರ್ಕಾರಿ ಹಿರಿಯ ಪ್ರಾಥಮಿಕ ಶಾಲೆಯಲ್ಲಿ ಶೌಚಾಲಯದ ಅವಶ್ಯಕತೆಯಿದ್ದ ಹಿನ್ನೆಲೆಯಲ್ಲಿ, ಪಾರ್ಕ್ ನ ನಗರಸಭೆ ಮಾಜಿ ಸದಸ್ಯರು ಹಾಗೂ ಕೆಪಿಸಿಸಿ ಸದಸ್ಯರಾದ ಯೋಗೇಶ್ ಅವರು ಸ್ವಂತ ವೆಚ್ಚದಲ್ಲಿ ನೂತನ ಶೌಚಾಲಯ ನಿರ್ಮಿಸಿಕೊಟ್ಟಿದ್ದಾರೆ. ಶಾಲೆಯ ಮಕ್ಕಳು ಪಡುತ್ತಿದ್ದ ತೊಂದರೆ ಮನಗಂಡು ಈ ಕಾರ್ಯ ಕೈಗೊಂಡಿದ್ದೇನೆ ಎಂದರು. ಮಕ್ಕಳ ಶಿಕ್ಷಣಕ್ಕೆ ಮೂಲಸೌಕರ್ಯಗಳು ಅಗತ್ಯವಾಗಿದ್ದು ಶಾಲೆಯ ಅಭಿವೃದ್ಧಿಗೆ ಎಲ್ಲರೂ ಕೈಜೋಡಿಸಬೇಕು. ಈ ಸಂದರ್ಭದಲ್ಲಿ ಶಾಲೆಯ ಮುಖ್ಯ ಶಿಕ್ಷಕರು, ಎಸ್‌ಡಿಎಂಸಿ ಅಧ್ಯಕ್ಷರು, ಪೋಷಕರು ಹಾಗೂ ಗ್ರಾಮಸ್ಥರು ಉಪಸ್ಥಿತರಿದ್ದರು. <box>697 836 929 909</box>
article-award-caption: ಬಹುಮಾನ ಮತ್ತು ಮಾರುತಿ ಪ್ರಸಾದ್‌ರವರ 'ಪ್ರೀತಿ' ಕವನಕ್ಕೆ ಹಾಗೂ ಆಶಾ ಸತೀಶ್‌ರವರ 'ಐ.ಎ.ಎಸ್.ಅಮ್ಮ' ಕವನಕ್ಕೆ ಸಮಾಧಾನಕರ ಬಹುಮಾನ ನೀಡಲಾಯಿತು. ಶ್ರೀಮತಿ ನಾಗರತ್ನ ಅ.ನಾ.ಶೆಟ್ಟಿದತ್ತಿ ಕಥಾ ಸ್ಪರ್ಧೆಗೆ 22 ಕಥೆಗಳು ಬಂದಿದ್ದು, ಕಥೆಗಳ ವಿಷಯ ವೈವಿಧ್ಯತೆ ಗಮನ ಸೆಳೆಯಿತು. <box>405 1021 546 1073</box>
continued-note: (1ನೇ ಪುಟದಿಂದ) <box>112 733 159 742</box>
